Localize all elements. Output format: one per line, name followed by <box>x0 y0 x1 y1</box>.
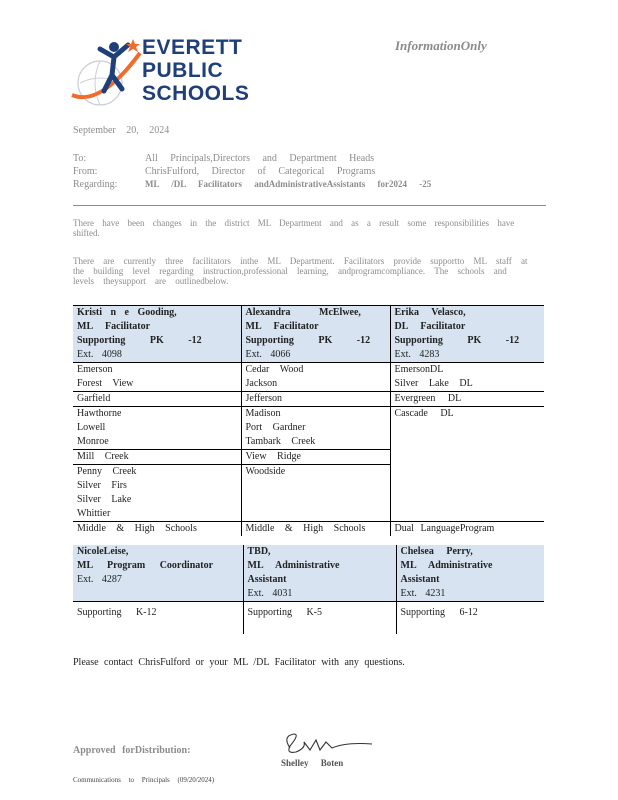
logo-line-everett: EVERETT <box>142 36 243 59</box>
facilitator-table <box>73 305 544 536</box>
paragraph-facilitators: There are currently three facilitators inthe ML Department. Facilitators provide supportto ML staff at the building level regarding instruction,professional learning, andprogramcompliance. The schools and levels theysupport are outlinedbelow. <box>73 256 528 286</box>
school-name: Garfield <box>77 393 111 404</box>
staff-ext: Ext. 4287 <box>77 574 122 585</box>
facilitator-ext: Ext. 4066 <box>245 349 291 360</box>
school-name: Silver Firs <box>77 480 127 491</box>
school-name: View Ridge <box>245 451 301 462</box>
facilitator-footer: Middle & High Schools <box>73 522 241 537</box>
school-name: Madison <box>245 408 281 419</box>
facilitator-role: DL Facilitator <box>394 321 466 332</box>
memo-from-value: ChrisFulford, Director of Categorical Programs <box>145 166 376 177</box>
school-name: Cedar Wood <box>245 364 304 375</box>
staff-role-cont: Assistant <box>400 574 440 585</box>
staff-ext: Ext. 4031 <box>247 588 293 599</box>
school-group <box>390 363 544 392</box>
school-name: EmersonDL <box>394 364 444 375</box>
facilitator-footer: Dual LanguageProgram <box>390 522 544 537</box>
school-group <box>241 407 390 450</box>
school-name: Silver Lake <box>77 494 132 505</box>
district-logo <box>70 35 260 113</box>
facilitator-role: ML Facilitator <box>245 321 319 332</box>
memo-to-label: To: <box>73 153 87 164</box>
memo-regarding-value: ML /DL Facilitators andAdministrativeAssistants for2024 -25 <box>145 179 432 189</box>
signature-icon <box>276 728 376 758</box>
staff-header-tbd <box>243 545 396 602</box>
staff-header-perry <box>396 545 544 602</box>
information-only-label: InformationOnly <box>395 38 487 53</box>
school-name: Jackson <box>245 378 278 389</box>
staff-ext: Ext. 4231 <box>400 588 446 599</box>
school-group <box>73 407 241 450</box>
memo-regarding-label: Regarding: <box>73 179 118 190</box>
staff-name: Chelsea Perry, <box>400 546 473 557</box>
school-name: Cascade DL <box>394 408 454 419</box>
logo-line-public: PUBLIC <box>142 59 224 82</box>
staff-supporting: Supporting 6-12 <box>400 607 478 618</box>
school-group <box>73 392 241 407</box>
school-name: Penny Creek <box>77 466 137 477</box>
contact-note: Please contact ChrisFulford or your ML /DL Facilitator with any questions. <box>73 657 405 668</box>
school-name: Forest View <box>77 378 134 389</box>
facilitator-name: Erika Velasco, <box>394 307 466 318</box>
facilitator-header-velasco <box>390 306 544 363</box>
memo-from-label: From: <box>73 166 98 177</box>
school-name: Hawthorne <box>77 408 122 419</box>
paragraph-changes: There have been changes in the district ML Department and as a result some responsibilities have shifted. <box>73 218 515 238</box>
facilitator-supporting: Supporting PK -12 <box>77 335 202 346</box>
facilitator-header-mcelwee <box>241 306 390 363</box>
school-name: Jefferson <box>245 393 282 404</box>
school-group <box>241 392 390 407</box>
staff-table <box>73 545 544 634</box>
school-name: Silver Lake DL <box>394 378 473 389</box>
staff-header-leise <box>73 545 243 602</box>
facilitator-name: Alexandra McElwee, <box>245 307 361 318</box>
school-name: Port Gardner <box>245 422 306 433</box>
staff-role: ML Administrative <box>400 560 493 571</box>
school-group <box>73 450 241 465</box>
school-group <box>241 465 390 522</box>
school-group <box>73 465 241 522</box>
logo-line-schools: SCHOOLS <box>142 82 250 105</box>
memo-date: September 20, 2024 <box>73 125 170 136</box>
school-name: Mill Creek <box>77 451 129 462</box>
document-footer: Communications to Principals (09/20/2024) <box>73 776 215 784</box>
staff-role-cont: Assistant <box>247 574 287 585</box>
facilitator-role: ML Facilitator <box>77 321 151 332</box>
school-name: Woodside <box>245 466 286 477</box>
school-name: Evergreen DL <box>394 393 462 404</box>
facilitator-name: Kristi n e Gooding, <box>77 307 177 318</box>
staff-role: ML Program Coordinator <box>77 560 214 571</box>
school-group <box>390 407 544 522</box>
figure-star-globe-logo-icon <box>70 35 142 113</box>
facilitator-ext: Ext. 4283 <box>394 349 440 360</box>
school-name: Whittier <box>77 508 111 519</box>
facilitator-footer: Middle & High Schools <box>241 522 390 537</box>
school-name: Lowell <box>77 422 106 433</box>
facilitator-supporting: Supporting PK -12 <box>245 335 371 346</box>
staff-name: NicoleLeise, <box>77 546 129 557</box>
school-name: Tambark Creek <box>245 436 316 447</box>
school-name: Monroe <box>77 436 109 447</box>
school-name: Emerson <box>77 364 113 375</box>
signer-name: Shelley Boten <box>281 758 344 768</box>
school-group <box>73 363 241 392</box>
facilitator-supporting: Supporting PK -12 <box>394 335 520 346</box>
school-group <box>390 392 544 407</box>
staff-role: ML Administrative <box>247 560 340 571</box>
header-divider <box>73 205 546 206</box>
school-group <box>241 450 390 465</box>
memo-to-value: All Principals,Directors and Department Heads <box>145 153 375 164</box>
facilitator-ext: Ext. 4098 <box>77 349 122 360</box>
approved-for-distribution: Approved forDistribution: <box>73 745 191 756</box>
facilitator-header-gooding <box>73 306 241 363</box>
staff-supporting: Supporting K-12 <box>73 602 243 635</box>
staff-supporting: Supporting K-5 <box>243 602 396 635</box>
staff-name: TBD, <box>247 546 271 557</box>
school-group <box>241 363 390 392</box>
